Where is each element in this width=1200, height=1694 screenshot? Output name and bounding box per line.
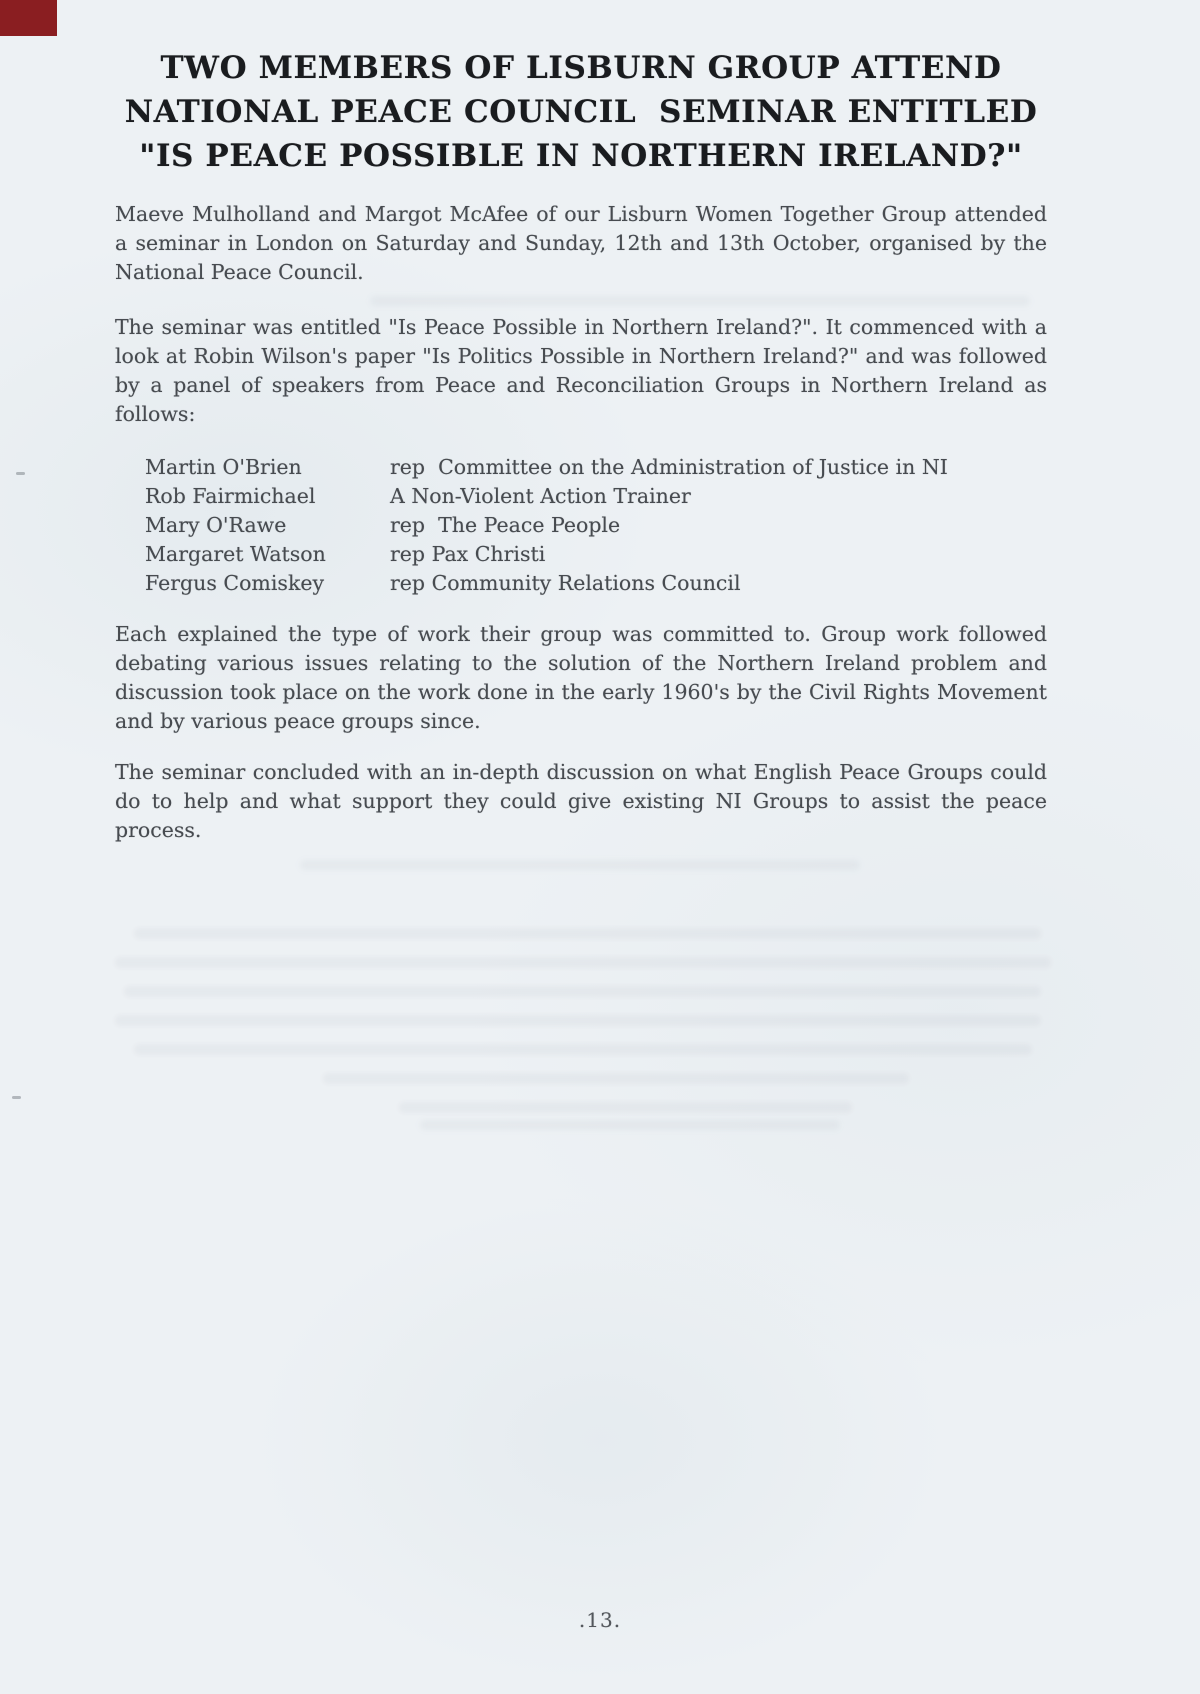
- speaker-row: [145, 569, 1047, 598]
- article-title: [115, 46, 1047, 178]
- speaker-role: rep The Peace People: [390, 513, 621, 537]
- scan-smudge: [370, 296, 1030, 306]
- speaker-role: rep Committee on the Administration of Justice in NI: [390, 455, 948, 479]
- article-title-line-1: TWO MEMBERS OF LISBURN GROUP ATTEND: [160, 50, 1002, 86]
- speaker-role: A Non-Violent Action Trainer: [390, 484, 691, 508]
- speaker-row: [145, 482, 1047, 511]
- speaker-row: [145, 453, 1047, 482]
- scan-speck: [16, 472, 25, 475]
- paragraph-seminar-details: The seminar was entitled "Is Peace Possible in Northern Ireland?". It commenced with a look at Robin Wilson's paper "Is Politics Possible in Northern Ireland?" and was followed by a panel of speakers from Peace and Reconciliation Groups in Northern Ireland as follows:: [115, 315, 1047, 426]
- scan-smudge: [300, 860, 860, 870]
- speaker-name: Martin O'Brien: [145, 455, 302, 479]
- speakers-list: [145, 453, 1047, 598]
- page-content: [115, 46, 1047, 845]
- paragraph-conclusion: The seminar concluded with an in-depth discussion on what English Peace Groups could do to help and what support they could give existing NI Groups to assist the peace process.: [115, 760, 1047, 842]
- article-title-line-3: "IS PEACE POSSIBLE IN NORTHERN IRELAND?": [139, 138, 1023, 174]
- scan-corner-artifact: [0, 0, 57, 36]
- ink-bleedthrough-artifact: [115, 928, 1060, 1131]
- scan-smudge: [420, 1120, 840, 1130]
- speaker-row: [145, 511, 1047, 540]
- speaker-role: rep Community Relations Council: [390, 571, 741, 595]
- page-number: .13.: [578, 1608, 622, 1632]
- article-title-line-2: NATIONAL PEACE COUNCIL SEMINAR ENTITLED: [124, 94, 1038, 130]
- speaker-row: [145, 540, 1047, 569]
- speaker-name: Rob Fairmichael: [145, 484, 316, 508]
- scan-speck: [12, 1096, 21, 1099]
- speaker-role: rep Pax Christi: [390, 542, 546, 566]
- speaker-name: Fergus Comiskey: [145, 571, 325, 595]
- paragraph-group-work: Each explained the type of work their group was committed to. Group work followed debating various issues relating to the solution of the Northern Ireland problem and discussion took place on the work done in the early 1960's by the Civil Rights Movement and by various peace groups since.: [115, 622, 1047, 733]
- speaker-name: Margaret Watson: [145, 542, 326, 566]
- paragraph-intro: Maeve Mulholland and Margot McAfee of our Lisburn Women Together Group attended a seminar in London on Saturday and Sunday, 12th and 13th October, organised by the National Peace Council.: [115, 202, 1047, 284]
- speaker-name: Mary O'Rawe: [145, 513, 287, 537]
